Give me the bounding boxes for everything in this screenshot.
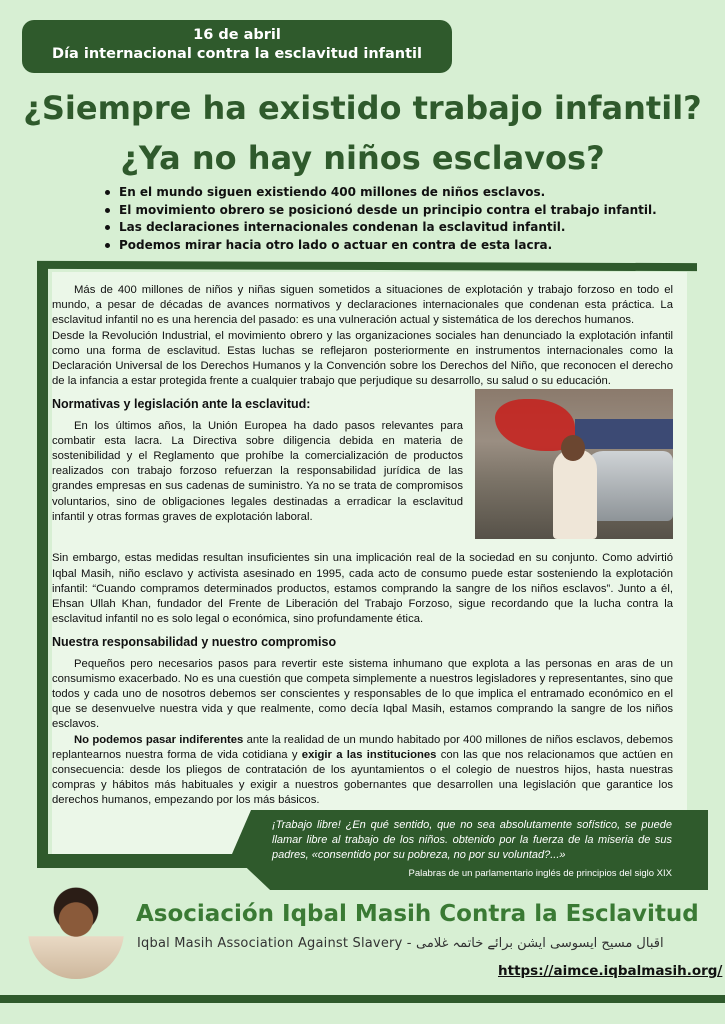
child-figure (553, 449, 597, 539)
intro-paragraph: Más de 400 millones de niños y niñas siguen sometidos a situaciones de explotación y trabajo forzoso en todo el mundo, a pesar de décadas de avances normativos y declaraciones internacionales que condenan esta práctica. La esclavitud infantil no es una herencia del pasado: es una vulneración actual y sistemática de los derechos humanos. (52, 284, 673, 327)
section2-text-1: ante la realidad de un mundo habitado por 400 millones de niños esclavos, debemos replantearnos nuestra forma de vida cotidiana y (52, 733, 673, 761)
org-name: Asociación Iqbal Masih Contra la Esclavitud (136, 901, 699, 927)
bus-shape (575, 419, 673, 449)
key-point: En el mundo siguen existiendo 400 millones de niños esclavos. (103, 184, 663, 202)
child-with-flag-photo (475, 389, 673, 539)
section2-paragraph-2 (52, 733, 673, 809)
org-subtitle: Iqbal Masih Association Against Slavery - اقبال مسیح ایسوسی ایشن برائے خاتمہ غلامی (137, 936, 664, 951)
footer-bar (0, 995, 725, 1003)
section1-paragraph-1: En los últimos años, la Unión Europea ha dado pasos relevantes para combatir esta lacra. La Directiva sobre diligencia debida en materia de sostenibilidad y el Reglamento que prohíbe la comercialización de productos realizados con trabajo forzoso refuerzan la responsabilidad jurídica de las grandes empresas en sus cadenas de suministro. Ya no se trata de compromisos voluntarios, sino de obligaciones legales destinadas a erradicar la esclavitud infantil y otras formas graves de explotación laboral. (52, 419, 463, 523)
history-paragraph: Desde la Revolución Industrial, el movimiento obrero y las organizaciones sociales han denunciado la explotación infantil como una forma de esclavitud. Estas luchas se reflejaron posteriormente en instrumentos internacionales como la Declaración Universal de los Derechos Humanos y la Convención sobre los Derechos del Niño, que reconocen el derecho de la infancia a estar protegida frente a cualquier trabajo que perjudique su desarrollo, su salud o su educación. (52, 329, 673, 388)
footer-strip (0, 1003, 725, 1024)
quote-source: Palabras de un parlamentario inglés de principios del siglo XIX (408, 868, 672, 879)
section2-paragraph-1: Pequeños pero necesarios pasos para revertir este sistema inhumano que explota a las personas en aras de un consumismo exacerbado. No es una cuestión que competa simplemente a nuestros legisladores y representantes, sino que todos y cada uno de nosotros debemos ser conscientes y responsables de lo que implica el entramado económico en el que se desenvuelve nuestra vida y que realmente, como decía Iqbal Masih, estamos comprando la sangre de los niños esclavos. (52, 657, 673, 731)
key-point: El movimiento obrero se posicionó desde un principio contra el trabajo infantil. (103, 202, 663, 220)
title-line-1: ¿Siempre ha existido trabajo infantil? (23, 89, 702, 127)
section2-text-2: con las que nos relacionamos que actúen en consecuencia: desde los pliegos de contratación de los ayuntamientos o el colegio de nuestros hijos, hasta nuestras compras y hábitos más habituales y exigir a nuestros gobernantes que desarrollen una legislación que garantice los derechos humanos, empezando por los más básicos. (52, 748, 673, 807)
frame-left-bar (37, 268, 48, 868)
bold-phrase-institutions: exigir a las instituciones (301, 748, 437, 761)
article-content (52, 283, 673, 809)
key-point: Las declaraciones internacionales condenan la esclavitud infantil. (103, 219, 663, 237)
frame-top-bar (37, 261, 697, 271)
date-banner (22, 20, 452, 73)
key-point: Podemos mirar hacia otro lado o actuar en contra de esta lacra. (103, 237, 663, 255)
car-shape (585, 451, 673, 521)
key-points-list (103, 184, 663, 254)
banner-date: 16 de abril (193, 27, 281, 43)
website-link[interactable]: https://aimce.iqbalmasih.org/ (498, 963, 723, 979)
bold-phrase-indifferent: No podemos pasar indiferentes (74, 733, 244, 746)
section1-heading: Normativas y legislación ante la esclavitud: (52, 397, 311, 412)
banner-event: Día internacional contra la esclavitud infantil (52, 46, 422, 62)
section2-heading: Nuestra responsabilidad y nuestro compromiso (52, 635, 337, 650)
iqbal-masih-portrait (28, 883, 124, 979)
title-line-2: ¿Ya no hay niños esclavos? (120, 139, 605, 177)
quote-text: ¡Trabajo libre! ¿En qué sentido, que no sea absolutamente sofístico, se puede llamar libre al trabajo de los niños. obtenido por la fuerza de la miseria de sus padres, «consentido por su pobreza, no por su voluntad?...» (272, 819, 672, 861)
section1-paragraph-2: Sin embargo, estas medidas resultan insuficientes sin una implicación real de la sociedad en su conjunto. Como advirtió Iqbal Masih, niño esclavo y activista asesinado en 1995, cada acto de consumo puede estar sosteniendo la explotación infantil: “Cuando compramos determinados productos, estamos comprando la sangre de los niños esclavos”. Junto a él, Ehsan Ullah Khan, fundador del Frente de Liberación del Trabajo Forzoso, sigue recordando que la lucha contra la esclavitud infantil no es solo legal o económica, sino profundamente ética. (52, 552, 673, 626)
